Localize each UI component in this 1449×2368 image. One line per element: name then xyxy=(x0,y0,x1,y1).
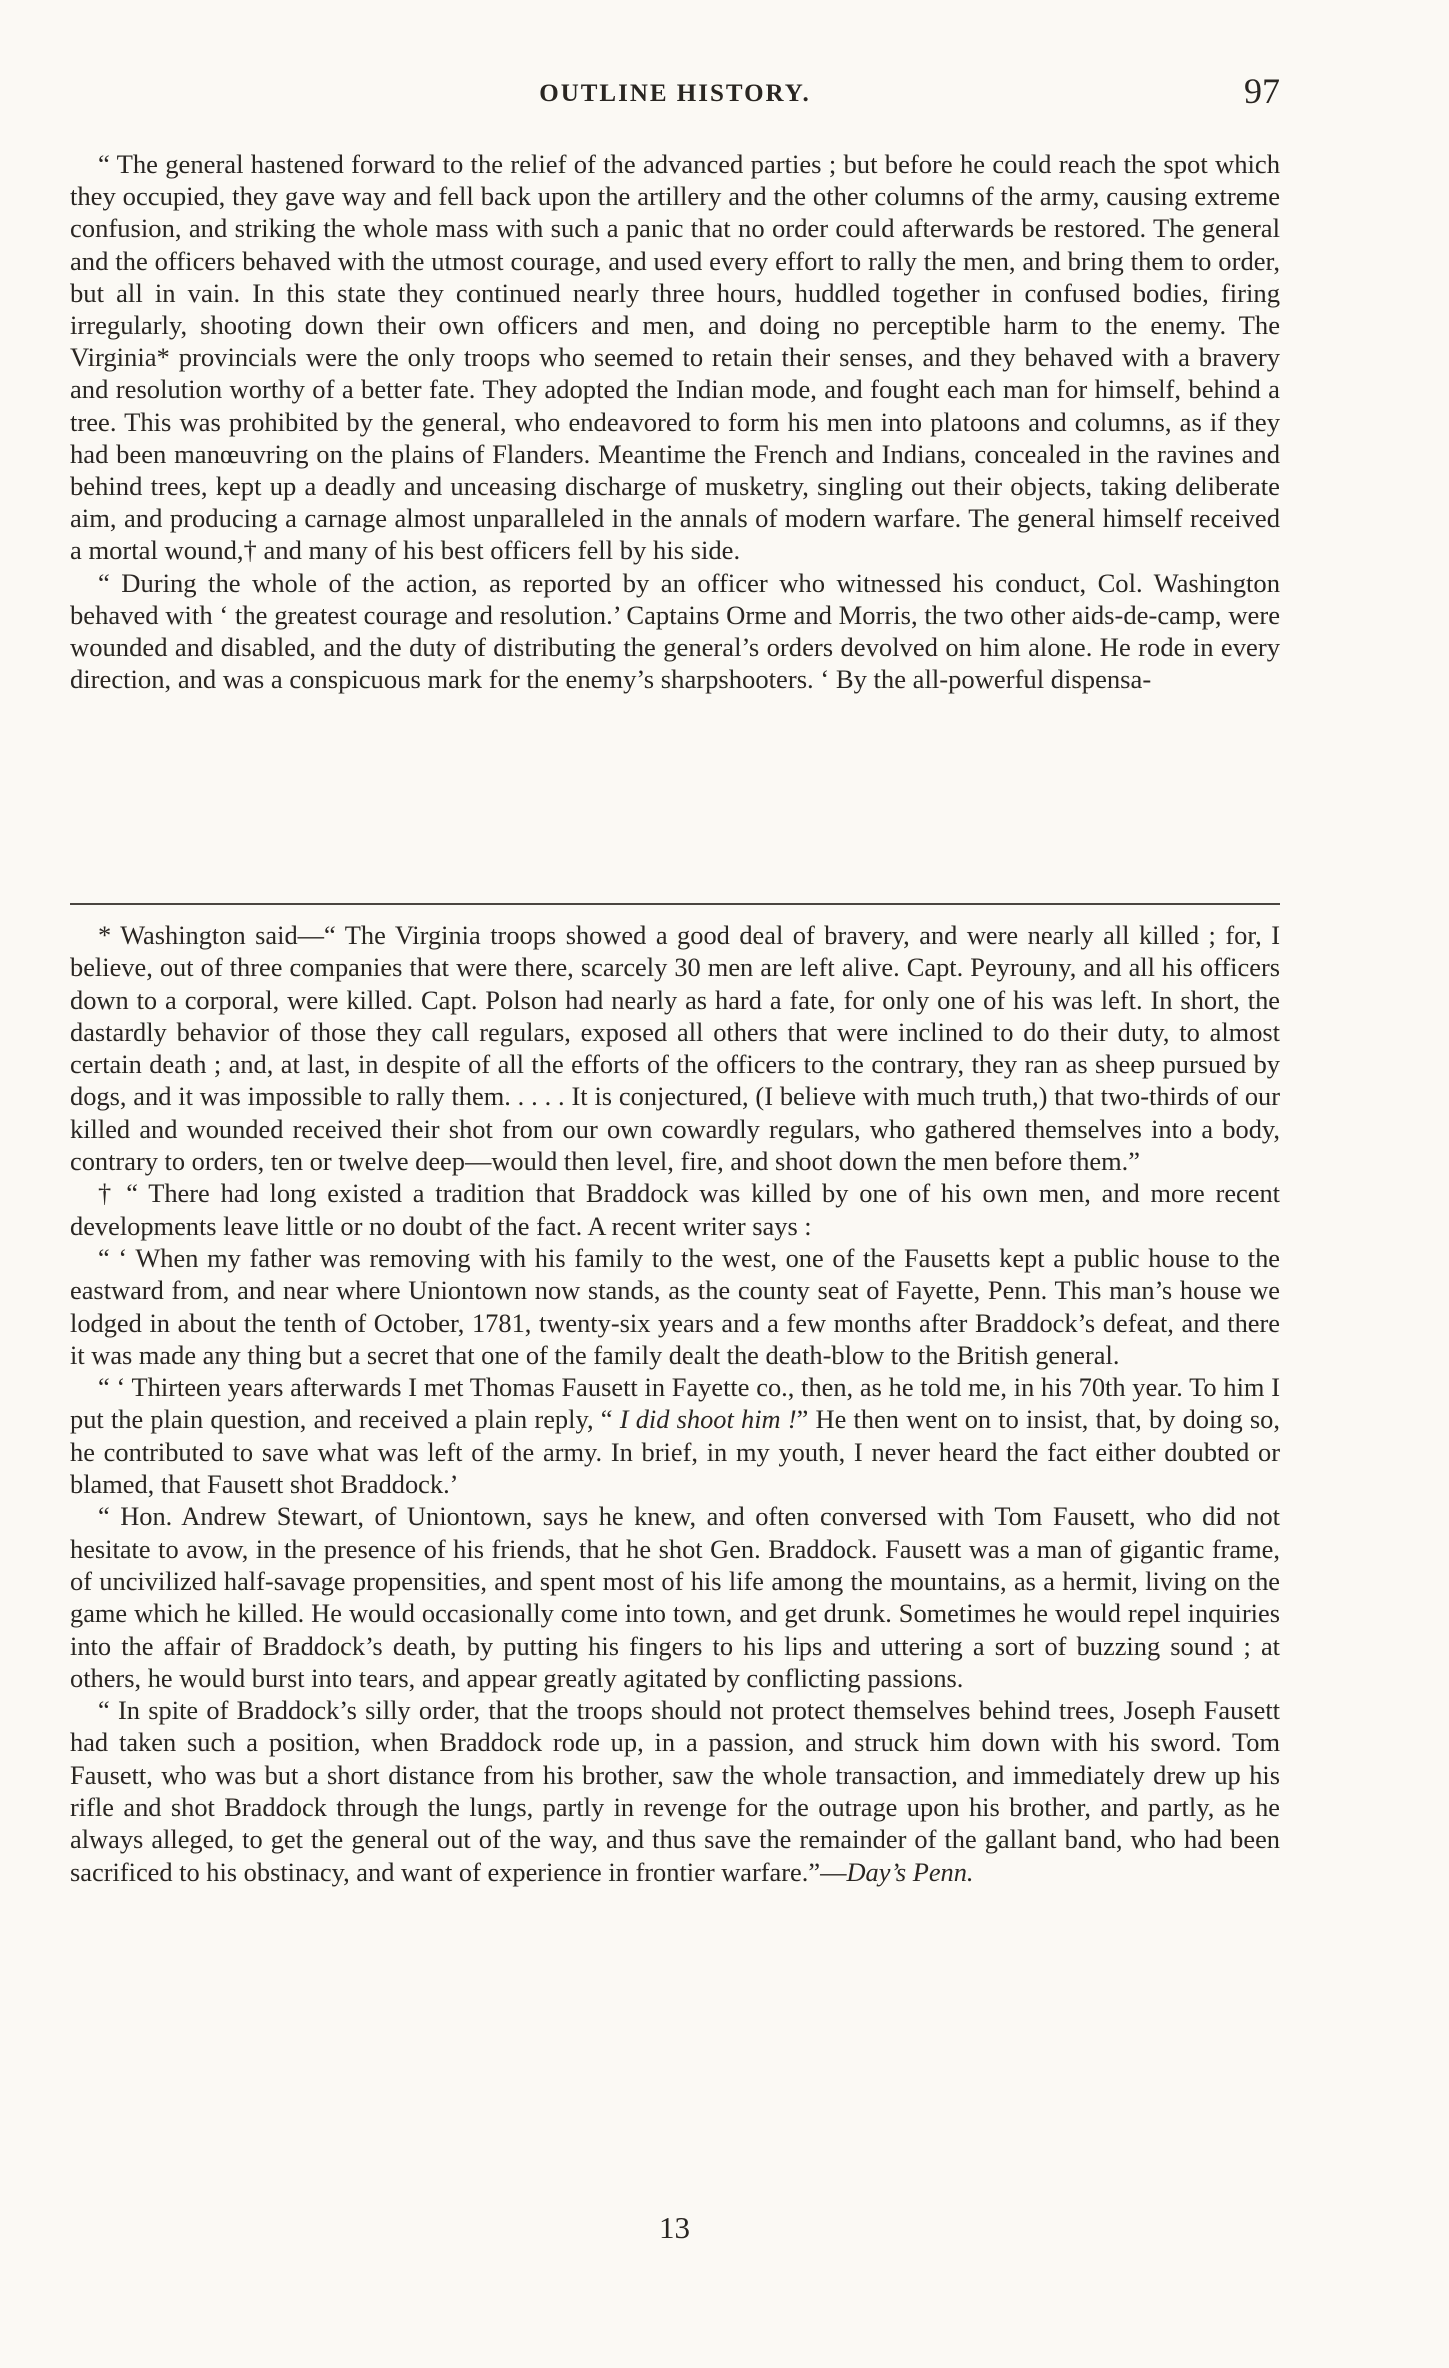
thirteen-text: “ ‘ Thirteen years afterwards I met Thomas Fausett in Fayette co., then, as he told me, in his 70th year. To him I put the plain question, and received a plain reply, “ xyxy=(70,1372,1280,1435)
footnote-rule xyxy=(70,903,1280,905)
thirteen-text-after: ” He then went on to insist, that, by doing so, he contributed to save what was left of the army. In brief, in my youth, I never heard the fact either doubted or blamed, that Fausett shot Braddock.’ xyxy=(70,1404,1280,1500)
footnote-washington: * Washington said—“ The Virginia troops showed a good deal of bravery, and were nearly all killed ; for, I believe, out of three companies that were there, scarcely 30 men are left alive. Capt. Peyrouny, and all his officers down to a corporal, were killed. Capt. Polson had nearly as hard a fate, for only one of his was left. In short, the dastardly behavior of those they call regulars, exposed all others that were inclined to do their duty, to almost certain death ; and, at last, in despite of all the efforts of the officers to the contrary, they ran as sheep pursued by dogs, and it was impossible to rally them. . . . . It is conjectured, (I believe with much truth,) that two-thirds of our killed and wounded received their shot from our own cowardly regulars, who gathered themselves into a body, contrary to orders, ten or twelve deep—would then level, fire, and shoot down the men before them.” xyxy=(70,920,1280,1177)
footnote-spite xyxy=(70,1694,1280,1888)
running-head: OUTLINE HISTORY. xyxy=(539,80,811,107)
body-paragraph-general: “ The general hastened forward to the relief of the advanced parties ; but before he could reach the spot which they occupied, they gave way and fell back upon the artillery and the other columns of the army, causing extreme confusion, and striking the whole mass with such a panic that no order could afterwards be restored. The general and the officers behaved with the utmost courage, and used every effort to rally the men, and bring them to order, but all in vain. In this state they continued nearly three hours, huddled together in confused bodies, firing irregularly, shooting down their own officers and men, and doing no perceptible harm to the enemy. The Virginia* provincials were the only troops who seemed to retain their senses, and they behaved with a bravery and resolution worthy of a better fate. They adopted the Indian mode, and fought each man for himself, behind a tree. This was prohibited by the general, who endeavored to form his men into platoons and columns, as if they had been manœuvring on the plains of Flanders. Meantime the French and Indians, concealed in the ravines and behind trees, kept up a deadly and unceasing discharge of musketry, singling out their objects, taking deliberate aim, and producing a carnage almost unparalleled in the annals of modern warfare. The general himself received a mortal wound,† and many of his best officers fell by his side. xyxy=(70,149,1280,566)
signature-mark: 13 xyxy=(659,2210,690,2245)
footnote-father-quote: “ ‘ When my father was removing with his family to the west, one of the Fausetts kept a public house to the eastward from, and near where Uniontown now stands, as the county seat of Fayette, Penn. This man’s house we lodged in about the tenth of October, 1781, twenty-six years and a few months after Braddock’s defeat, and there it was made any thing but a secret that one of the family dealt the death-blow to the British general. xyxy=(70,1242,1280,1370)
body-paragraph-washington: “ During the whole of the action, as reported by an officer who witnessed his conduct, Col. Washington behaved with ‘ the greatest courage and resolution.’ Captains Orme and Morris, the two other aids-de-camp, were wounded and disabled, and the duty of distributing the general’s orders devolved on him alone. He rode in every direction, and was a conspicuous mark for the enemy’s sharpshooters. ‘ By the all-powerful dispensa- xyxy=(70,567,1280,695)
main-text xyxy=(70,148,1280,695)
page-header xyxy=(70,70,1280,120)
footnote-thirteen-years xyxy=(70,1371,1280,1500)
footnotes xyxy=(70,919,1280,1888)
footnote-tradition: † “ There had long existed a tradition that Braddock was killed by one of his own men, and more recent developments leave little or no doubt of the fact. A recent writer says : xyxy=(70,1178,1280,1241)
footnote-stewart: “ Hon. Andrew Stewart, of Uniontown, says he knew, and often conversed with Tom Fausett, who did not hesitate to avow, in the presence of his friends, that he shot Gen. Braddock. Fausett was a man of gigantic frame, of uncivilized half-savage propensities, and spent most of his life among the mountains, as a hermit, living on the game which he killed. He would occasionally come into town, and get drunk. Sometimes he would repel inquiries into the affair of Braddock’s death, by putting his fingers to his lips and uttering a sort of buzzing sound ; at others, he would burst into tears, and appear greatly agitated by conflicting passions. xyxy=(70,1501,1280,1693)
spite-text: “ In spite of Braddock’s silly order, that the troops should not protect themselves behind trees, Joseph Fausett had taken such a position, when Braddock rode up, in a passion, and struck him down with his sword. Tom Fausett, who was but a short distance from his brother, saw the whole transaction, and immediately drew up his rifle and shot Braddock through the lungs, partly in revenge for the outrage upon his brother, and partly, as he always alleged, to get the general out of the way, and thus save the remainder of the gallant band, who had been sacrificed to his obstinacy, and want of experience in frontier warfare.”— xyxy=(70,1695,1280,1887)
did-shoot-quote: I did shoot him ! xyxy=(619,1404,797,1435)
page-number: 97 xyxy=(1244,71,1280,111)
source-citation: Day’s Penn. xyxy=(846,1856,974,1887)
